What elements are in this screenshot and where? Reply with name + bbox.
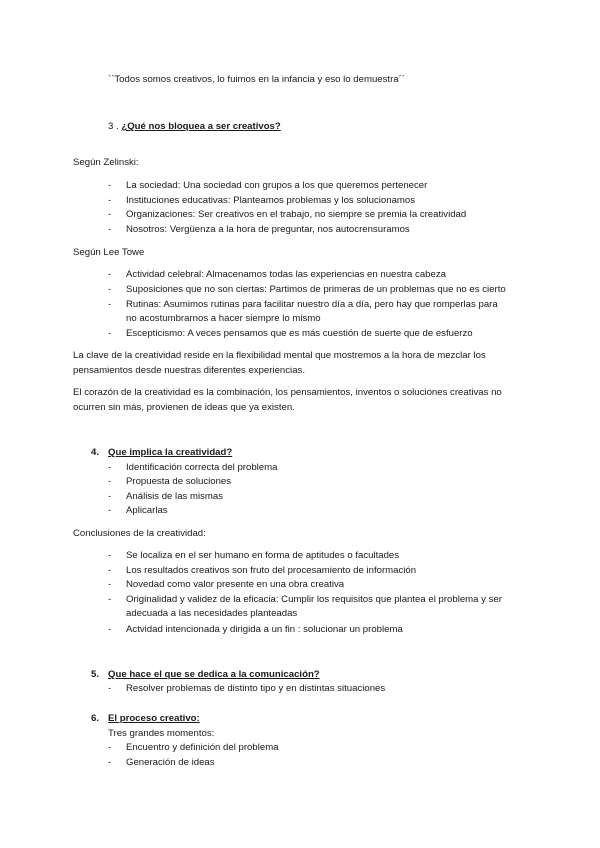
section-4-heading: Que implica la creatividad? — [108, 447, 233, 458]
bullet: - — [108, 328, 112, 339]
paragraph-line: La clave de la creatividad reside en la flexibilidad mental que mostremos a la hora de mezclar los — [73, 350, 486, 361]
section-6-number: 6. — [91, 713, 100, 724]
paragraph-line: pensamientos desde nuestras diferentes experiencias. — [73, 365, 305, 376]
bullet: - — [108, 269, 112, 280]
bullet: - — [108, 505, 112, 516]
bullet: - — [108, 594, 112, 605]
leetowe-label: Según Lee Towe — [73, 247, 145, 258]
list-item: La sociedad: Una sociedad con grupos a los que queremos pertenecer — [126, 180, 428, 191]
list-item: Instituciones educativas: Planteamos problemas y los solucionamos — [126, 195, 416, 206]
list-item: Rutinas: Asumimos rutinas para facilitar nuestro día a día, pero hay que romperlas para — [126, 299, 498, 310]
section-6-heading: El proceso creativo: — [108, 713, 200, 724]
section-6-sublabel: Tres grandes momentos: — [108, 728, 215, 739]
list-item: Resolver problemas de distinto tipo y en distintas situaciones — [126, 683, 386, 694]
quote: ``Todos somos creativos, lo fuimos en la infancia y eso lo demuestra´´ — [108, 74, 405, 85]
list-item: Se localiza en el ser humano en forma de aptitudes o facultades — [126, 550, 400, 561]
bullet: - — [108, 742, 112, 753]
bullet: - — [108, 180, 112, 191]
bullet: - — [108, 224, 112, 235]
bullet: - — [108, 209, 112, 220]
list-item: Generación de ideas — [126, 757, 215, 768]
bullet: - — [108, 565, 112, 576]
list-item-continuation: adecuada a las necesidades planteadas — [126, 608, 298, 619]
bullet: - — [108, 683, 112, 694]
list-item: Encuentro y definición del problema — [126, 742, 279, 753]
list-item: Originalidad y validez de la eficacia: Cumplir los requisitos que plantea el problema y ser — [126, 594, 502, 605]
list-item: Escepticismo: A veces pensamos que es más cuestión de suerte que de esfuerzo — [126, 328, 473, 339]
bullet: - — [108, 491, 112, 502]
bullet: - — [108, 299, 112, 310]
bullet: - — [108, 579, 112, 590]
section-3-prefix: 3 . — [108, 121, 122, 132]
bullet: - — [108, 550, 112, 561]
bullet: - — [108, 476, 112, 487]
bullet: - — [108, 195, 112, 206]
paragraph-line: El corazón de la creatividad es la combinación, los pensamientos, inventos o soluciones creativas no — [73, 387, 502, 398]
paragraph-line: ocurren sin más, provienen de ideas que ya existen. — [73, 402, 295, 413]
list-item: Novedad como valor presente en una obra creativa — [126, 579, 345, 590]
list-item: Nosotros: Vergüenza a la hora de preguntar, nos autocrensuramos — [126, 224, 410, 235]
list-item: Organizaciones: Ser creativos en el trabajo, no siempre se premia la creatividad — [126, 209, 467, 220]
bullet: - — [108, 462, 112, 473]
zelinski-label: Según Zelinski: — [73, 157, 139, 168]
list-item: Análisis de las mismas — [126, 491, 224, 502]
list-item: Actvidad intencionada y dirigida a un fin : solucionar un problema — [126, 624, 403, 635]
section-3-title: ¿Qué nos bloquea a ser creativos? — [121, 121, 281, 132]
list-item-continuation: no acostumbrarnos a hacer siempre lo mismo — [126, 313, 321, 324]
list-item: Actividad celebral: Almacenamos todas las experiencias en nuestra cabeza — [126, 269, 446, 280]
list-item: Los resultados creativos son fruto del procesamiento de información — [126, 565, 417, 576]
list-item: Aplicarlas — [126, 505, 168, 516]
list-item: Suposiciones que no son ciertas: Partimos de primeras de un problemas que no es cierto — [126, 284, 506, 295]
bullet: - — [108, 624, 112, 635]
list-item: Identificación correcta del problema — [126, 462, 278, 473]
conclusions-label: Conclusiones de la creatividad: — [73, 528, 206, 539]
bullet: - — [108, 284, 112, 295]
section-3-heading — [108, 121, 281, 133]
bullet: - — [108, 757, 112, 768]
list-item: Propuesta de soluciones — [126, 476, 232, 487]
section-5-number: 5. — [91, 669, 100, 680]
section-5-heading: Que hace el que se dedica a la comunicación? — [108, 669, 320, 680]
section-4-number: 4. — [91, 447, 100, 458]
